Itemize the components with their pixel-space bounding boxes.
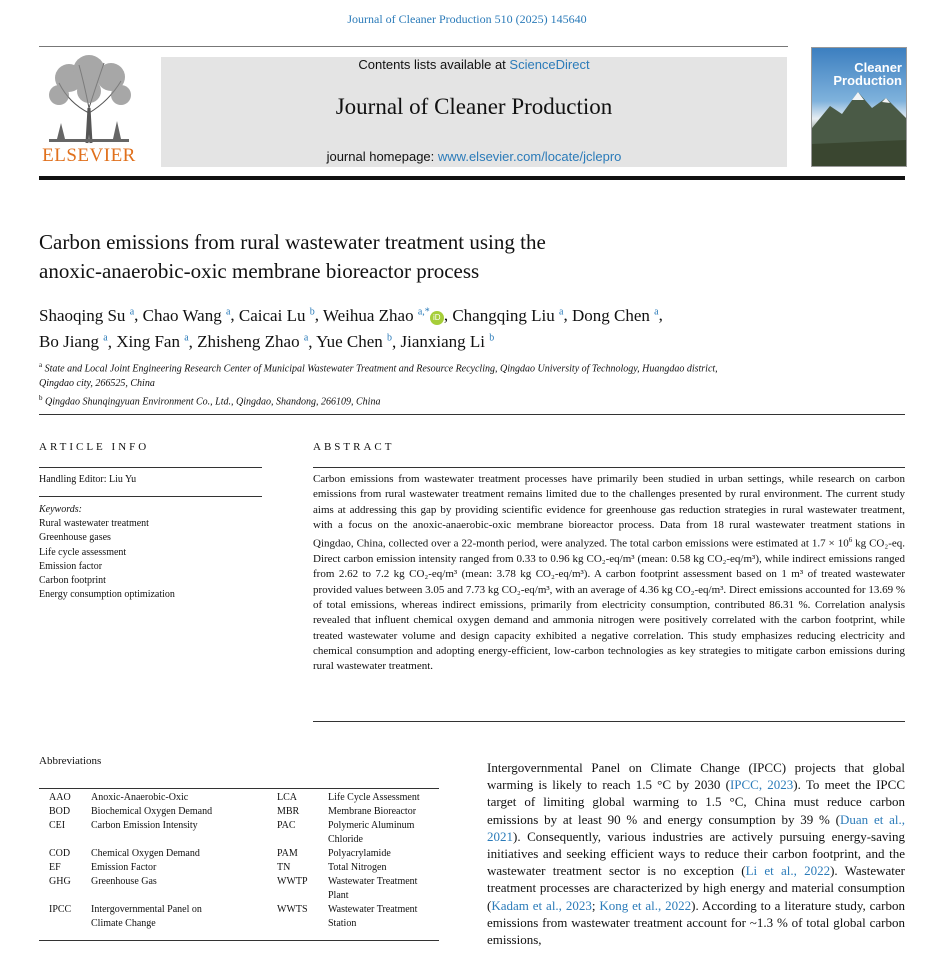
keywords bbox=[39, 503, 175, 602]
article-title bbox=[39, 228, 899, 286]
citation-link[interactable]: Kadam et al., 2023 bbox=[491, 897, 592, 913]
abbreviation-row: WWTP Wastewater Treatment Plant bbox=[277, 876, 418, 901]
affiliation-b: $^b$ Qingdao Shunqingyuan Environment Co., Ltd., Qingdao, Shandong, 266109, China bbox=[39, 394, 381, 408]
sciencedirect-link[interactable]: ScienceDirect bbox=[509, 57, 590, 72]
abbreviations-right bbox=[277, 791, 442, 931]
author[interactable]: Yue Chen $^b$ bbox=[316, 332, 392, 352]
cover-title-line-2: Production bbox=[833, 73, 902, 88]
author[interactable]: Zhisheng Zhao $^a$ bbox=[197, 332, 309, 352]
keyword: Energy consumption optimization bbox=[39, 589, 175, 601]
article-info-heading: ARTICLE INFO bbox=[39, 441, 150, 453]
keyword: Greenhouse gases bbox=[39, 532, 111, 544]
abbreviation-row: TN Total Nitrogen bbox=[277, 862, 387, 873]
elsevier-logo bbox=[39, 53, 139, 167]
homepage-prefix: journal homepage: bbox=[326, 149, 438, 164]
abbreviation-row: IPCC Intergovernmental Panel on Climate Change bbox=[49, 904, 202, 929]
affiliation-a: $^a$ State and Local Joint Engineering Research Center of Municipal Wastewater Treatment and Resource Recycling, Qingdao University of Technology, Huangdao district, bbox=[39, 361, 718, 375]
keyword: Carbon footprint bbox=[39, 575, 106, 587]
abbreviations-left bbox=[49, 791, 259, 931]
section-rule bbox=[39, 414, 905, 415]
author[interactable]: Xing Fan $^a$ bbox=[116, 332, 189, 352]
title-line-1: Carbon emissions from rural wastewater treatment using the bbox=[39, 230, 546, 254]
abbreviation-row: COD Chemical Oxygen Demand bbox=[49, 848, 200, 859]
keywords-heading: Keywords: bbox=[39, 504, 82, 515]
handling-editor: Handling Editor: Liu Yu bbox=[39, 474, 137, 485]
elsevier-wordmark: ELSEVIER bbox=[42, 145, 136, 166]
keyword: Life cycle assessment bbox=[39, 546, 127, 558]
author[interactable]: Chao Wang $^a$ bbox=[142, 305, 231, 325]
citation-link[interactable]: Duan et al., 2021 bbox=[487, 811, 905, 844]
abbreviation-spacer bbox=[49, 833, 259, 847]
info-rule bbox=[39, 496, 262, 497]
citation-link[interactable]: IPCC, 2023 bbox=[729, 777, 794, 793]
abbreviations-rule bbox=[39, 788, 439, 789]
keyword: Rural wastewater treatment bbox=[39, 518, 149, 530]
author-list bbox=[39, 300, 899, 353]
title-line-2: anoxic-anaerobic-oxic membrane bioreactor process bbox=[39, 259, 480, 283]
info-rule bbox=[39, 467, 262, 468]
citation-link[interactable]: Li et al., 2022 bbox=[745, 863, 831, 879]
abbreviation-row: WWTS Wastewater Treatment Station bbox=[277, 904, 418, 929]
abbreviation-row: BOD Biochemical Oxygen Demand bbox=[49, 806, 213, 817]
abbreviations-rule bbox=[39, 940, 439, 941]
author[interactable]: Changqing Liu $^a$ bbox=[452, 305, 564, 325]
abbreviation-row: MBR Membrane Bioreactor bbox=[277, 806, 417, 817]
contents-line bbox=[161, 57, 787, 72]
abbreviation-row: CEI Carbon Emission Intensity bbox=[49, 820, 198, 831]
affiliations bbox=[39, 358, 899, 410]
author[interactable]: Weihua Zhao $^{a,*}$iD bbox=[323, 306, 444, 325]
author[interactable]: Shaoqing Su $^a$ bbox=[39, 305, 135, 325]
abstract-text: Carbon emissions from wastewater treatment processes have primarily been studied in urban settings, while research on carbon emissions from rural wastewater treatment remains limited due to the challenges presented by rural environment. The current study aims at addressing this gap by providing scientific evidence for greenhouse gas reduction strategies in rural wastewater treatment, with a focus on the anoxic-anaerobic-oxic membrane bioreactor process. Data from 18 rural wastewater treatment stations in Qingdao, China, collected over a 22-month period, were analyzed. The total carbon emissions were estimated at $1.7 \times 10^6$ kg CO₂-eq. Direct carbon emission intensity ranged from 0.33 to 0.96 kg CO₂-eq/m³ (mean: 0.58 kg CO₂-eq/m³), while indirect emissions ranged from 2.62 to 7.2 kg CO₂-eq/m³ (mean: 3.78 kg CO₂-eq/m³). A carbon footprint assessment based on 1 m³ of treated wastewater provided values between 3.05 and 7.73 kg CO₂-eq/m³, with an average of 4.36 kg CO₂-eq/m³. Direct emissions accounted for 13.69 % of total emissions, whereas indirect emissions, primarily from electricity consumption, contributed 86.31 %. Correlation analysis revealed that influent chemical oxygen demand and ammonia nitrogen were positively correlated with the carbon footprint, while treated wastewater volume and design capacity exhibited a negative correlation. This study emphasizes reducing electricity and chemical consumption and adopting energy-efficient, low-carbon technologies as key strategies to mitigate carbon emissions during rural wastewater treatment. bbox=[313, 473, 905, 673]
cover-title bbox=[833, 61, 902, 87]
author-line-1: Shaoqing Su $^a$, Chao Wang $^a$, Caicai Lu $^b$, Weihua Zhao $^{a,*}$iD , Changqing Liu $^a$, Dong Chen $^a$, bbox=[39, 305, 663, 325]
author[interactable]: Bo Jiang $^a$ bbox=[39, 332, 108, 352]
homepage-link[interactable]: www.elsevier.com/locate/jclepro bbox=[437, 149, 622, 164]
elsevier-tree-icon bbox=[39, 53, 139, 145]
abbreviation-row: EF Emission Factor bbox=[49, 862, 157, 873]
header-rule bbox=[39, 176, 905, 180]
abstract-heading: ABSTRACT bbox=[313, 441, 395, 453]
author-line-2: Bo Jiang $^a$, Xing Fan $^a$, Zhisheng Zhao $^a$, Yue Chen $^b$, Jianxiang Li $^b$ bbox=[39, 332, 495, 352]
abbreviation-row: PAC Polymeric Aluminum Chloride bbox=[277, 820, 415, 845]
introduction-text: Intergovernmental Panel on Climate Change (IPCC) projects that global warming is likely to reach 1.5 °C by 2030 (IPCC, 2023). To meet the IPCC target of limiting global warming to 1.5 °C, China must reduce carbon emissions by at least 90 % and energy consumption by 39 % (Duan et al., 2021). Consequently, various industries are actively pursuing energy-saving initiatives and seeking efficient ways to reduce their carbon footprint, and the wastewater treatment sector is no exception (Li et al., 2022). Wastewater treatment processes are characterized by high energy and material consumption (Kadam et al., 2023; Kong et al., 2022). According to a literature study, carbon emissions from wastewater treatment account for ~1.3 % of total global carbon emissions, bbox=[487, 760, 905, 948]
keyword: Emission factor bbox=[39, 560, 103, 572]
author[interactable]: Caicai Lu $^b$ bbox=[238, 305, 315, 325]
abbreviation-row: LCA Life Cycle Assessment bbox=[277, 792, 420, 803]
abbreviations-heading: Abbreviations bbox=[39, 755, 102, 767]
journal-citation[interactable]: Journal of Cleaner Production 510 (2025) 145640 bbox=[347, 12, 587, 26]
cover-title-line-1: Cleaner bbox=[854, 60, 902, 75]
abbreviation-spacer bbox=[49, 889, 259, 903]
abbreviation-row: AAO Anoxic-Anaerobic-Oxic bbox=[49, 792, 189, 803]
journal-cover[interactable] bbox=[811, 47, 907, 167]
orcid-icon[interactable]: iD bbox=[430, 311, 444, 325]
abstract-rule bbox=[313, 721, 905, 722]
top-rule bbox=[39, 46, 788, 47]
abbreviation-row: PAM Polyacrylamide bbox=[277, 848, 391, 859]
abstract-rule bbox=[313, 467, 905, 468]
citation-link[interactable]: Kong et al., 2022 bbox=[599, 897, 692, 913]
homepage-line bbox=[161, 149, 787, 164]
author[interactable]: Dong Chen $^a$ bbox=[571, 305, 659, 325]
affiliation-a-cont: Qingdao city, 266525, China bbox=[39, 378, 155, 390]
contents-prefix: Contents lists available at bbox=[358, 57, 510, 72]
author[interactable]: Jianxiang Li $^b$ bbox=[400, 332, 495, 352]
abbreviation-row: GHG Greenhouse Gas bbox=[49, 876, 157, 887]
journal-name: Journal of Cleaner Production bbox=[335, 94, 613, 119]
